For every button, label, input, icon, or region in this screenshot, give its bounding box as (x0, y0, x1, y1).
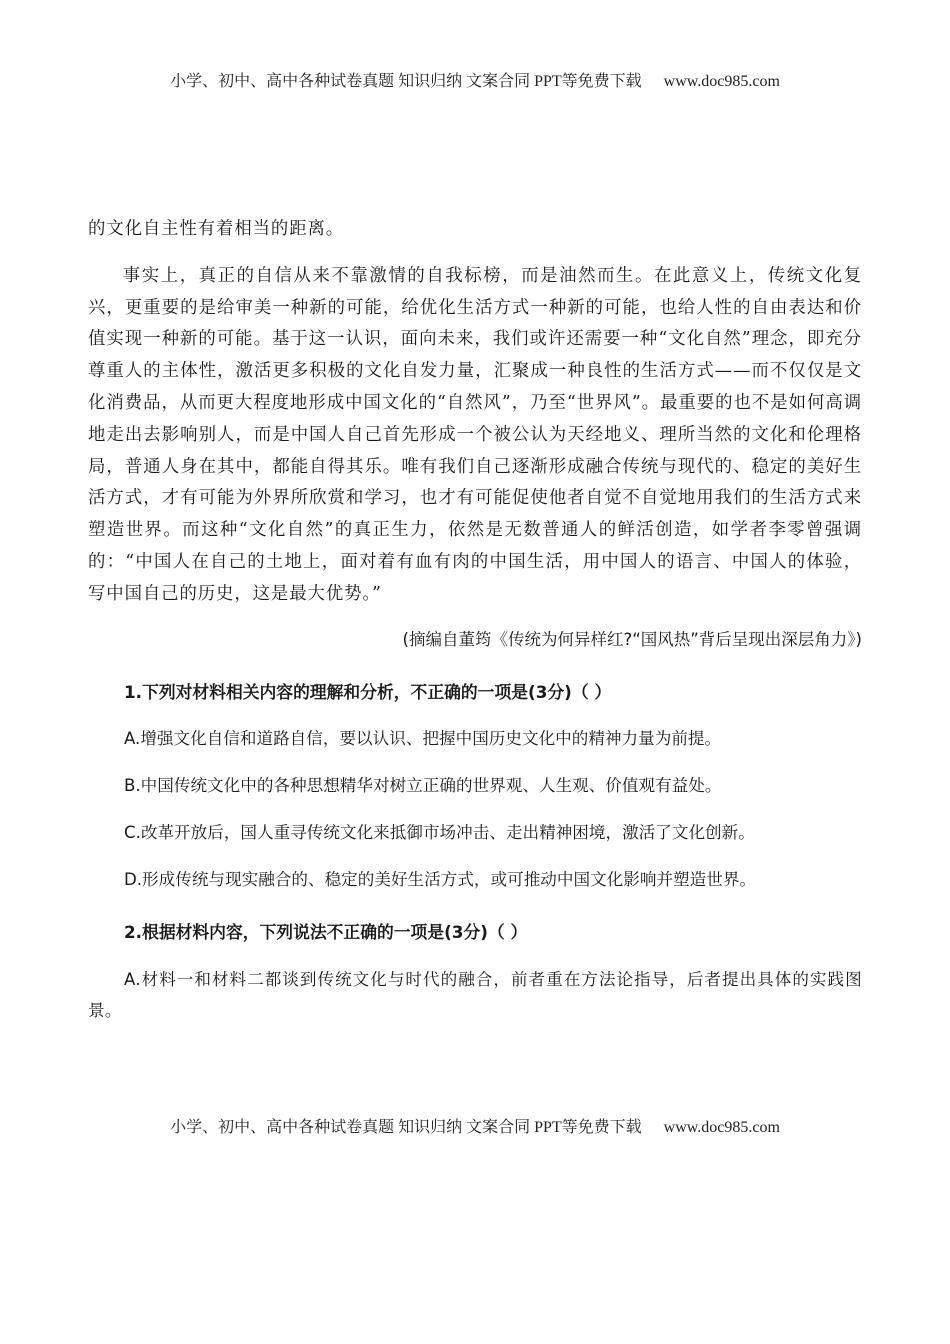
passage-paragraph: 事实上，真正的自信从来不靠激情的自我标榜，而是油然而生。在此意义上，传统文化复兴，更重要的是给审美一种新的可能，给优化生活方式一种新的可能，也给人性的自由表达和价值实现一种新的可能。基于这一认识，面向未来，我们或许还需要一种“文化自然”理念，即充分尊重人的主体性，激活更多积极的文化自发力量，汇聚成一种良性的生活方式——而不仅仅是文化消费品，从而更大程度地形成中国文化的“自然风”，乃至“世界风”。最重要的也不是如何高调地走出去影响别人，而是中国人自己首先形成一个被公认为天经地义、理所当然的文化和伦理格局，普通人身在其中，都能自得其乐。唯有我们自己逐渐形成融合传统与现代的、稳定的美好生活方式，才有可能为外界所欣赏和学习，也才有可能促使他者自觉不自觉地用我们的生活方式来塑造世界。而这种“文化自然”的真正生力，依然是无数普通人的鲜活创造，如学者李零曾强调的：“中国人在自己的土地上，面对着有血有肉的中国生活，用中国人的语言、中国人的体验，写中国自己的历史，这是最大优势。” (88, 265, 862, 604)
header-url[interactable]: www.doc985.com (663, 73, 780, 90)
footer-url[interactable]: www.doc985.com (663, 1119, 780, 1136)
question-2-stem: 2.根据材料内容，下列说法不正确的一项是(3分)（ ） (124, 921, 528, 942)
document-body (88, 214, 862, 1026)
question-1-stem: 1.下列对材料相关内容的理解和分析，不正确的一项是(3分)（ ） (124, 681, 612, 702)
page-footer (0, 1114, 950, 1137)
page-header (0, 68, 950, 91)
passage-continuation: 的文化自主性有着相当的距离。 (88, 219, 345, 239)
question-1-option-b: B.中国传统文化中的各种思想精华对树立正确的世界观、人生观、价值观有益处。 (124, 775, 722, 795)
question-2-option-a: A.材料一和材料二都谈到传统文化与时代的融合，前者重在方法论指导，后者提出具体的实践图景。 (88, 969, 862, 1020)
question-1-option-a: A.增强文化自信和道路自信，要以认识、把握中国历史文化中的精神力量为前提。 (124, 728, 722, 748)
passage-source: (摘编自董筠《传统为何异样红?“国风热”背后呈现出深层角力》) (402, 629, 862, 649)
question-1-option-d: D.形成传统与现实融合的、稳定的美好生活方式，或可推动中国文化影响并塑造世界。 (124, 869, 757, 889)
question-1-option-c: C.改革开放后，国人重寻传统文化来抵御市场冲击、走出精神困境，激活了文化创新。 (124, 822, 755, 842)
footer-text: 小学、初中、高中各种试卷真题 知识归纳 文案合同 PPT等免费下载 (170, 1119, 642, 1136)
header-text: 小学、初中、高中各种试卷真题 知识归纳 文案合同 PPT等免费下载 (170, 73, 642, 90)
